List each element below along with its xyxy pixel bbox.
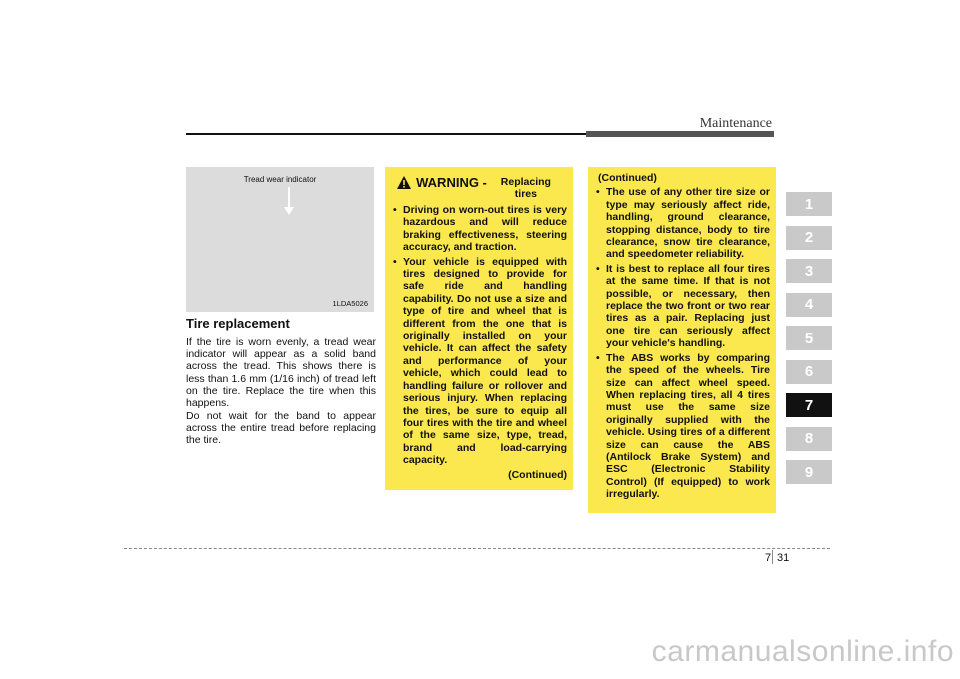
header-rule	[186, 133, 586, 135]
chapter-tab-3[interactable]: 3	[786, 259, 832, 283]
warning-item: • It is best to replace all four tires at the same time. If that is not possible, or necessary, then replace the two front or two rear tires as a pair. Replacing just one tire can seriously affect your vehicle's handling.	[594, 263, 770, 350]
warning-item: • Your vehicle is equipped with tires designed to provide for safe ride and handling capability. Do not use a size and type of tire and wheel that is different from the one that is originally installed on your vehicle. It can affect the safety and performance of your vehicle, which could lead to handling failure or rollover and serious injury. When replacing the tires, be sure to equip all four tires with the tire and wheel of the same size, type, tread, brand and load-carrying capacity.	[391, 256, 567, 467]
indicator-arrow-icon	[282, 187, 296, 217]
continued-header: (Continued)	[598, 172, 657, 184]
warning-content	[391, 204, 567, 481]
tread-wear-figure	[186, 167, 374, 312]
continued-label: (Continued)	[508, 468, 567, 481]
figure-caption: Tread wear indicator	[243, 175, 317, 184]
continued-content	[594, 172, 770, 501]
chapter-tab-2[interactable]: 2	[786, 226, 832, 250]
chapter-tab-4[interactable]: 4	[786, 293, 832, 317]
figure-code: 1LDA5026	[332, 299, 368, 308]
footer-rule	[124, 548, 830, 549]
warning-continued-box	[588, 167, 776, 513]
page-number: 31	[777, 552, 790, 564]
warning-triangle-icon	[397, 176, 411, 189]
chapter-tab-1[interactable]: 1	[786, 192, 832, 216]
paragraph: If the tire is worn evenly, a tread wear indicator will appear as a solid band across the tread. This shows there is less than 1.6 mm (1/16 inch) of tread left on the tire. Replace the tire when this happens.	[186, 336, 376, 410]
chapter-tabs	[786, 192, 832, 494]
section-heading: Tire replacement	[186, 316, 290, 331]
warning-subtitle: Replacing tires	[500, 176, 551, 200]
warning-item: • The use of any other tire size or type may seriously affect ride, handling, ground clearance, stopping distance, body to tire clearance, snow tire clearance, and speedometer reliability.	[594, 186, 770, 260]
chapter-tab-7[interactable]: 7	[786, 393, 832, 417]
page-chapter: 7	[765, 552, 772, 564]
warning-header	[391, 175, 567, 200]
chapter-tab-5[interactable]: 5	[786, 326, 832, 350]
page-divider	[772, 550, 773, 564]
warning-label: WARNING -	[416, 175, 487, 190]
paragraph: Do not wait for the band to appear across the entire tread before replacing the tire.	[186, 410, 376, 447]
chapter-tab-8[interactable]: 8	[786, 427, 832, 451]
warning-item: • The ABS works by comparing the speed of the wheels. Tire size can affect wheel speed. When replacing tires, all 4 tires must use the same size originally supplied with the vehicle. Using tires of a different size can cause the ABS (Antilock Brake System) and ESC (Electronic Stability Control) (If equipped) to work irregularly.	[594, 352, 770, 501]
header-rule-accent	[586, 131, 774, 137]
warning-box	[385, 167, 573, 490]
section-title: Maintenance	[699, 116, 772, 131]
chapter-tab-6[interactable]: 6	[786, 360, 832, 384]
chapter-tab-9[interactable]: 9	[786, 460, 832, 484]
watermark: carmanualsonline.info	[651, 635, 954, 668]
warning-item: • Driving on worn-out tires is very hazardous and will reduce braking effectiveness, steering accuracy, and traction.	[391, 204, 567, 254]
